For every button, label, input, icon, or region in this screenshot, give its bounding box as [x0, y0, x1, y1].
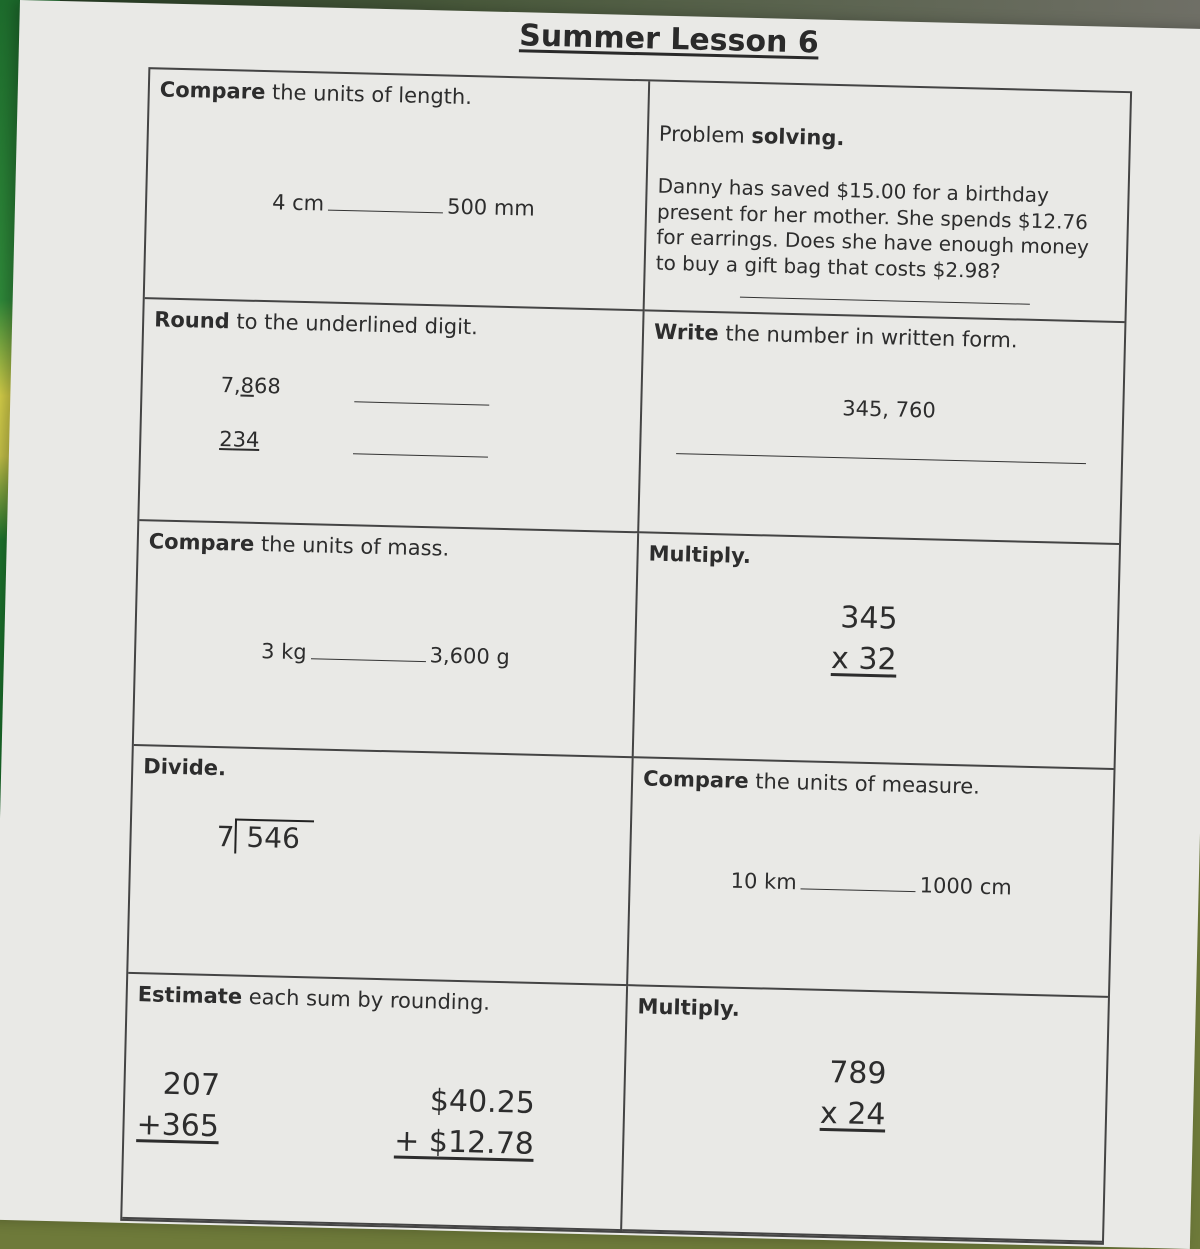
answer-blank[interactable] [311, 657, 426, 662]
cell-multiply-1 [634, 533, 1119, 770]
cell-multiply-2 [622, 986, 1108, 1243]
cell-header: Divide. [143, 754, 227, 781]
cell-compare-mass [134, 521, 639, 758]
right-quantity: 500 mm [446, 194, 536, 221]
divisor: 7 [216, 820, 235, 854]
comparison-row [261, 639, 510, 669]
round-item-1: 7,868 [220, 373, 282, 399]
right-quantity: 3,600 g [429, 643, 511, 670]
cell-round [139, 299, 644, 533]
answer-line[interactable] [740, 296, 1030, 305]
written-answer-line[interactable] [676, 452, 1086, 464]
cell-compare-length [145, 69, 650, 311]
cell-header: Round to the underlined digit. [153, 307, 479, 340]
page-title: Summer Lesson 6 [518, 18, 820, 61]
cell-compare-measure [628, 758, 1113, 998]
long-division-problem [216, 818, 314, 855]
multiplier: x 32 [830, 640, 898, 678]
multiplier: x 24 [819, 1095, 886, 1132]
cell-header: Write the number in written form. [653, 319, 1018, 353]
cell-header: Compare the units of measure. [642, 766, 981, 799]
cell-header: Multiply. [637, 994, 741, 1021]
round-item-2: 234 [219, 427, 260, 452]
multiplicand: 789 [828, 1055, 887, 1092]
left-quantity: 10 km [730, 868, 797, 895]
problem-grid [120, 67, 1132, 1245]
answer-blank[interactable] [801, 887, 916, 892]
cell-header: Compare the units of mass. [148, 529, 450, 561]
number-to-write: 345, 760 [841, 396, 937, 423]
cell-header: Problem solving. [658, 121, 845, 151]
left-quantity: 3 kg [260, 639, 307, 665]
cell-estimate [122, 974, 628, 1231]
round-answer-line-2[interactable] [353, 452, 488, 457]
dividend: 546 [234, 818, 314, 855]
sum-problem-2: $40.25 + $12.78 [393, 1083, 536, 1162]
right-quantity: 1000 cm [919, 873, 1013, 900]
round-answer-line-1[interactable] [354, 400, 489, 405]
cell-divide [128, 746, 633, 986]
multiplication-problem [831, 598, 898, 681]
cell-header: Multiply. [648, 541, 752, 569]
multiplicand: 345 [839, 600, 899, 637]
cell-written-form [639, 311, 1124, 545]
word-problem-text: Danny has saved $15.00 for a birthday present for her mother. She spends $12.76 for earrings. Does she have enough money to buy a gift bag that costs $2.98? [655, 173, 1090, 283]
cell-problem-solving [645, 81, 1130, 323]
comparison-row [730, 869, 1012, 900]
left-quantity: 4 cm [271, 190, 325, 216]
sum-problem-1: 207 +365 [136, 1066, 221, 1144]
cell-header: Compare the units of length. [159, 77, 473, 110]
comparison-row [272, 190, 535, 220]
answer-blank[interactable] [328, 209, 443, 214]
multiplication-problem [820, 1053, 887, 1136]
cell-header: Estimate each sum by rounding. [137, 982, 491, 1015]
